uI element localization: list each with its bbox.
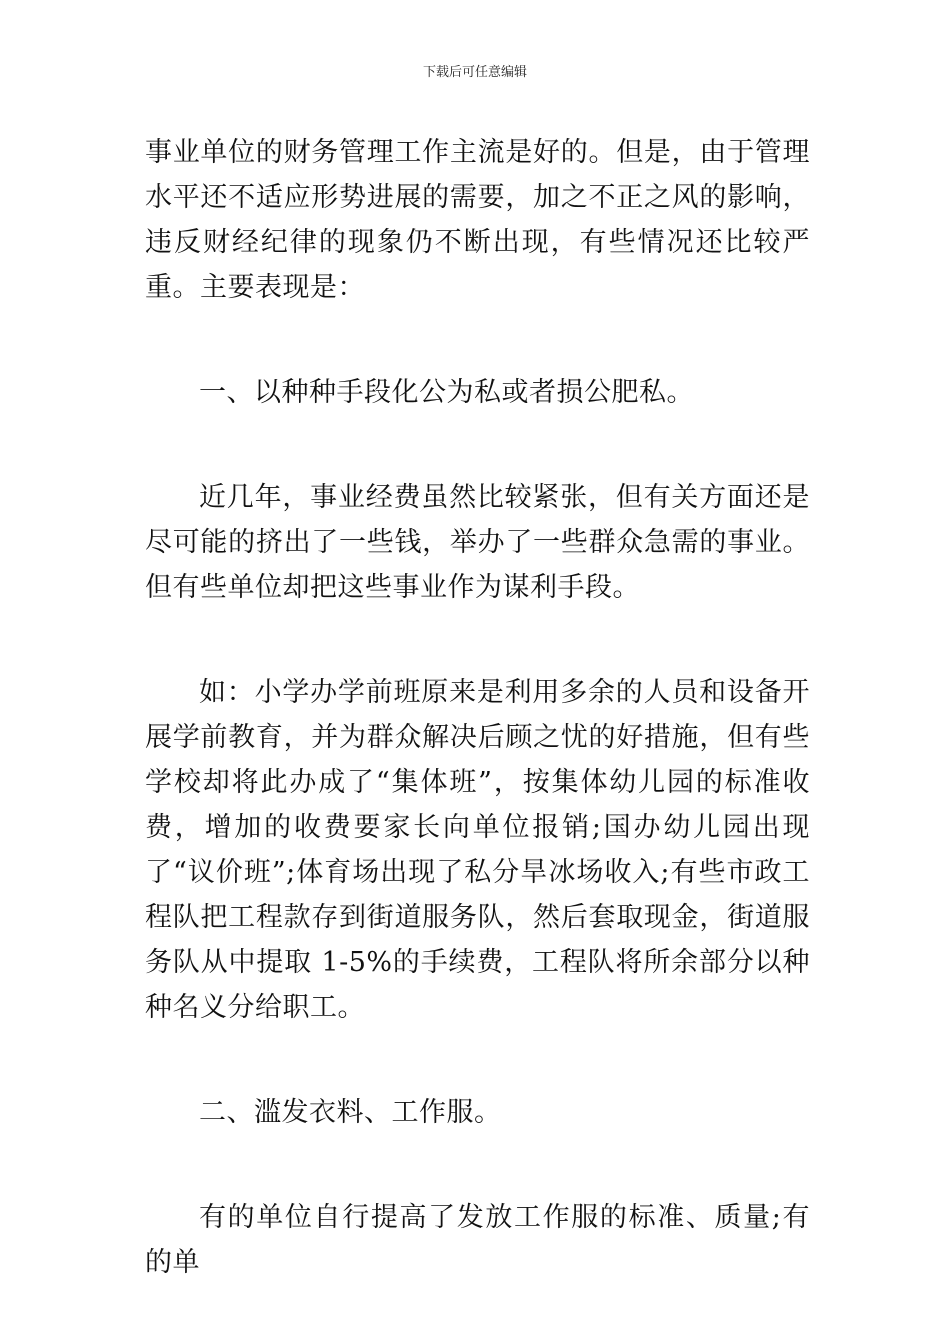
heading-section-two: 二、滥发衣料、工作服。 [199,1097,502,1128]
paragraph-section-one-body: 近几年，事业经费虽然比较紧张，但有关方面还是尽可能的挤出了一些钱，举办了一些群众急需的事业。但有些单位却把这些事业作为谋利手段。 [145,482,810,603]
page-header: 下载后可任意编辑 [422,65,527,80]
paragraph-intro: 事业单位的财务管理工作主流是好的。但是，由于管理水平还不适应形势进展的需要，加之不正之风的影响，违反财经纪律的现象仍不断出现，有些情况还比较严重。主要表现是： [145,137,810,303]
document-body [145,130,810,1285]
paragraph-example: 如：小学办学前班原来是利用多余的人员和设备开展学前教育，并为群众解决后顾之忧的好措施，但有些学校却将此办成了“集体班”，按集体幼儿园的标准收费，增加的收费要家长向单位报销;国办幼儿园出现了“议价班”;体育场出现了私分旱冰场收入;有些市政工程队把工程款存到街道服务队，然后套取现金，街道服务队从中提取 1-5%的手续费，工程队将所余部分以种种名义分给职工。 [145,677,810,1023]
heading-section-one: 一、以种种手段化公为私或者损公肥私。 [199,377,694,408]
paragraph-section-two-body: 有的单位自行提高了发放工作服的标准、质量;有的单 [145,1202,810,1278]
